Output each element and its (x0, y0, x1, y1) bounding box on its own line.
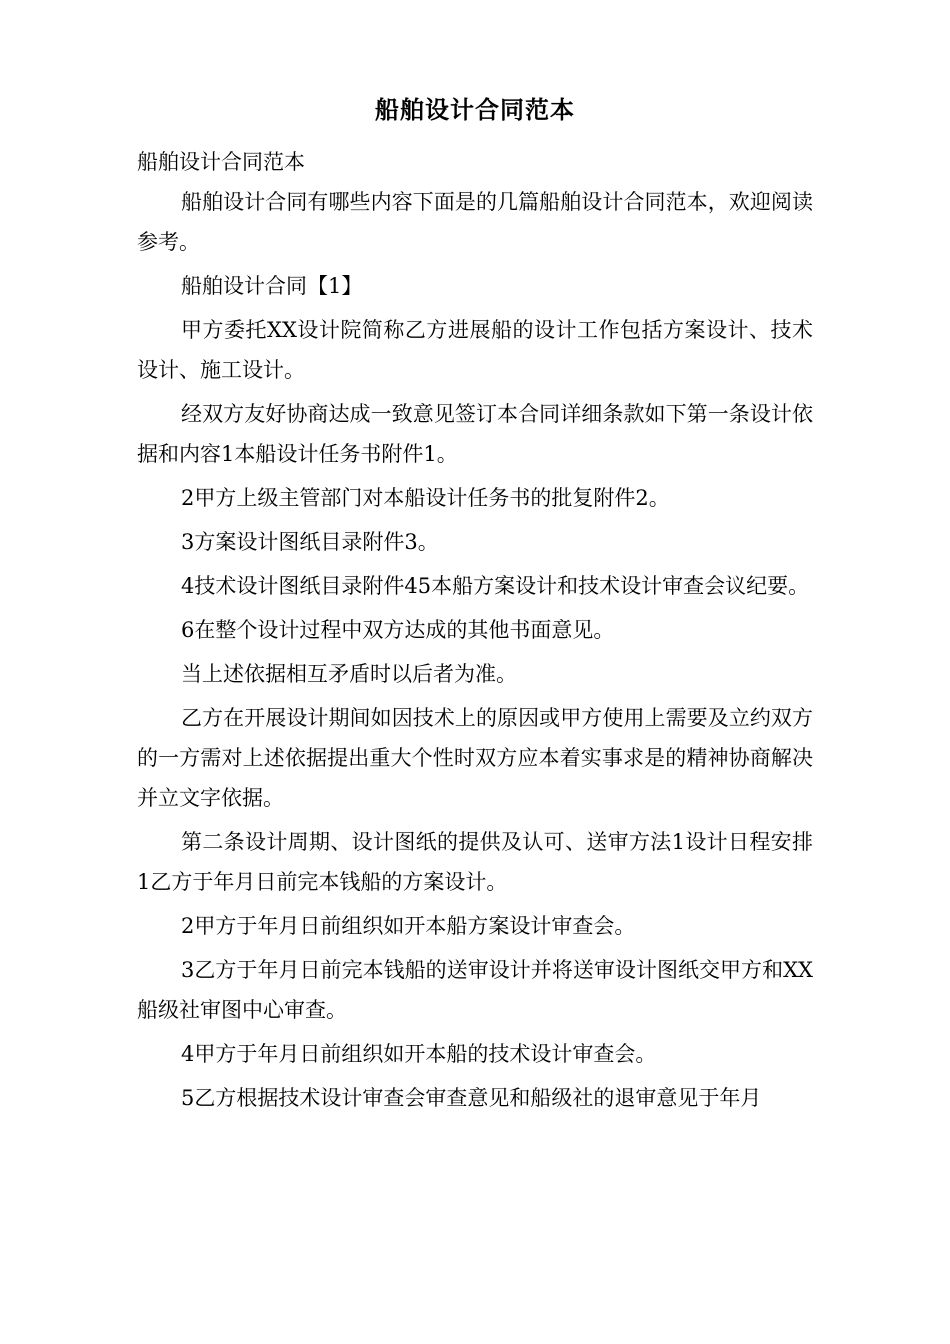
document-body (137, 142, 813, 1122)
paragraph: 6在整个设计过程中双方达成的其他书面意见。 (181, 618, 615, 642)
paragraph: 乙方在开展设计期间如因技术上的原因或甲方使用上需要及立约双方的一方需对上述依据提出重大个性时双方应本着实事求是的精神协商解决并立文字依据。 (137, 706, 813, 810)
paragraph: 5乙方根据技术设计审查会审查意见和船级社的退审意见于年月 (181, 1086, 762, 1110)
paragraph: 3方案设计图纸目录附件3。 (181, 530, 439, 554)
document-subtitle: 船舶设计合同范本 (137, 150, 305, 174)
paragraph: 经双方友好协商达成一致意见签订本合同详细条款如下第一条设计依据和内容1本船设计任务书附件1。 (137, 402, 813, 466)
paragraph: 4甲方于年月日前组织如开本船的技术设计审查会。 (181, 1042, 657, 1066)
paragraph: 甲方委托XX设计院简称乙方进展船的设计工作包括方案设计、技术设计、施工设计。 (137, 318, 813, 382)
section-heading: 船舶设计合同【1】 (181, 274, 363, 298)
paragraph: 当上述依据相互矛盾时以后者为准。 (181, 662, 517, 686)
document-title: 船舶设计合同范本 (375, 96, 575, 124)
paragraph: 4技术设计图纸目录附件45本船方案设计和技术设计审查会议纪要。 (181, 574, 810, 598)
paragraph: 2甲方于年月日前组织如开本船方案设计审查会。 (181, 914, 636, 938)
paragraph: 2甲方上级主管部门对本船设计任务书的批复附件2。 (181, 486, 670, 510)
paragraph: 船舶设计合同有哪些内容下面是的几篇船舶设计合同范本，欢迎阅读参考。 (137, 190, 813, 254)
paragraph: 第二条设计周期、设计图纸的提供及认可、送审方法1设计日程安排1乙方于年月日前完本钱船的方案设计。 (137, 830, 813, 894)
paragraph: 3乙方于年月日前完本钱船的送审设计并将送审设计图纸交甲方和XX船级社审图中心审查。 (137, 958, 813, 1022)
